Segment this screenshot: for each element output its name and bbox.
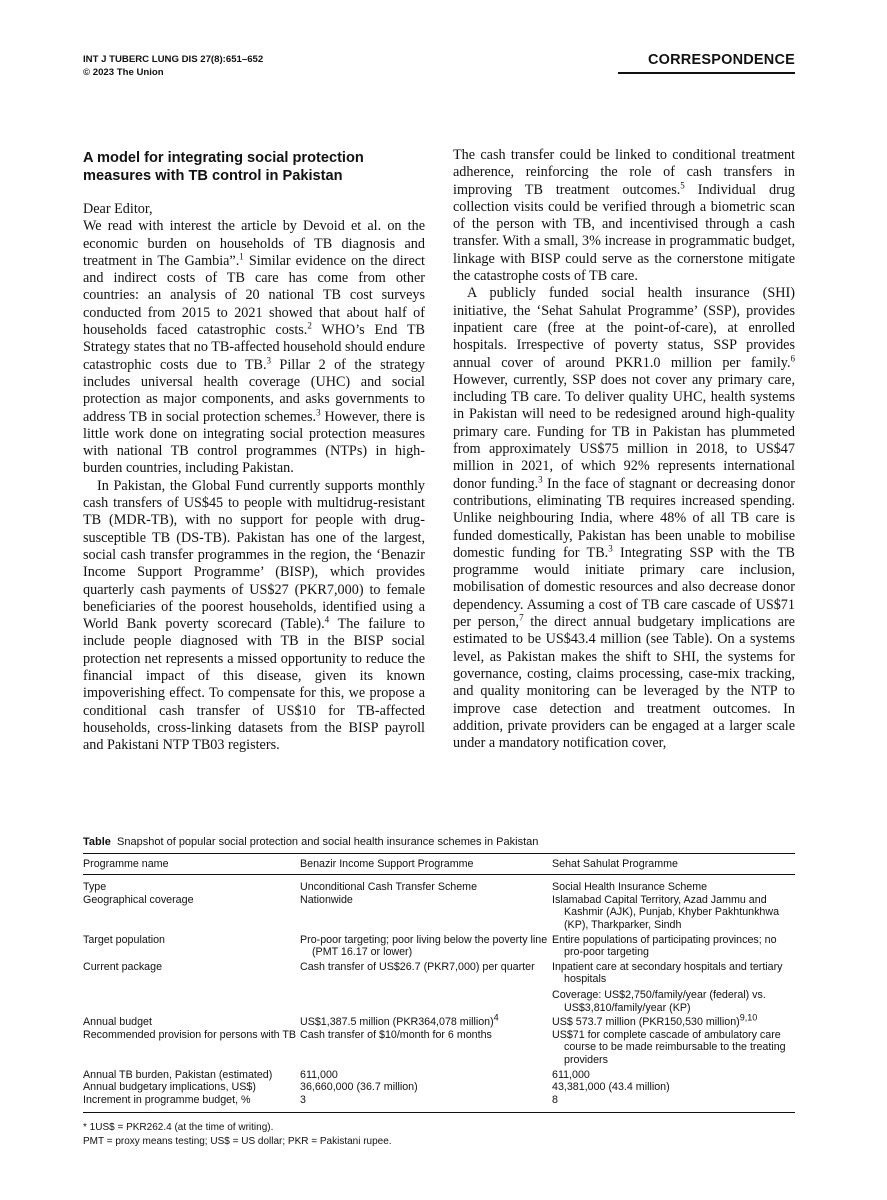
- ssp-cell: Social Health Insurance Scheme: [552, 881, 708, 894]
- text-run: Similar evidence on the direct and indirect costs of TB care has come from other countries: an analysis of 20 national TB cost surveys conducted from 2015 to 2021 showed that about half of households faced catastrophic costs.: [83, 252, 425, 339]
- row-label: Recommended provision for persons with TB: [83, 1028, 297, 1041]
- reference-number: 6: [790, 352, 795, 363]
- reference-number: 3: [316, 406, 321, 417]
- ssp-cell: Islamabad Capital Territory, Azad Jammu and Kashmir (AJK), Punjab, Khyber Pakhtunkhwa (KP), Tharkparker, Sindh: [552, 893, 780, 931]
- table-section: [83, 836, 795, 1149]
- table-row: [83, 1014, 795, 1029]
- ssp-cell: Entire populations of participating provinces; no pro-poor targeting: [552, 933, 777, 959]
- bisp-cell: [300, 1014, 552, 1029]
- table-row: [83, 1067, 795, 1082]
- salutation: Dear Editor,: [83, 201, 153, 217]
- footnote-abbreviations: PMT = proxy means testing; US$ = US dollar; PKR = Pakistani rupee.: [83, 1136, 392, 1148]
- row-label: Annual budget: [83, 1016, 152, 1029]
- text-run: WHO’s End TB Strategy states that no TB-affected household should endure catastrophic costs due to TB.: [83, 322, 425, 373]
- ssp-cell: US$71 for complete cascade of ambulatory care course to be made reimbursable to the treating providers: [552, 1028, 786, 1066]
- bisp-cell: Cash transfer of $10/month for 6 months: [300, 1028, 492, 1041]
- row-label: Annual budgetary implications, US$): [83, 1081, 256, 1094]
- reference-number: 3: [608, 543, 613, 554]
- text-run: The failure to include people diagnosed with TB in the BISP social protection net represents a missed opportunity to reduce the financial impact of this disease, given its known impoverishing effect. To compensate for this, we propose a conditional cash transfer of US$10 for TB-affected households, cross-linking datasets from the BISP payroll and Pakistani NTP TB03 registers.: [83, 616, 425, 754]
- ssp-cell: [552, 1014, 795, 1029]
- table-caption: [83, 836, 795, 849]
- row-label: Increment in programme budget, %: [83, 1093, 251, 1106]
- table-row: [83, 932, 795, 959]
- table-row: [83, 1029, 795, 1067]
- bisp-budget-ref: 4: [493, 1012, 499, 1023]
- left-column: [83, 150, 425, 755]
- right-column: [453, 147, 795, 752]
- bisp-cell: 611,000: [300, 1068, 338, 1081]
- row-label: Current package: [83, 960, 163, 973]
- reference-number: 3: [266, 354, 272, 365]
- table-caption-text: Snapshot of popular social protection and social health insurance schemes in Pakistan: [117, 836, 539, 848]
- row-label: Geographical coverage: [83, 893, 194, 906]
- ssp-cell: [552, 959, 795, 1014]
- ssp-cell: 8: [552, 1093, 558, 1106]
- text-run: However, currently, SSP does not cover any primary care, including TB care. To deliver quality UHC, health systems in Pakistan will need to be redesigned around high-quality primary care. Funding for TB in Pakistan has plummeted from approximately US$75 million in 2018, to US$47 million in 2021, of which 92% represents international donor funding.: [453, 371, 795, 492]
- paragraph-1: [83, 218, 425, 477]
- header-bisp: Benazir Income Support Programme: [300, 857, 474, 870]
- bisp-cell: Pro-poor targeting; poor living below the poverty line (PMT 16.17 or lower): [300, 933, 548, 959]
- paragraph-4: [453, 285, 795, 752]
- bisp-cell: Cash transfer of US$26.7 (PKR7,000) per quarter: [300, 960, 535, 973]
- paragraph-3: [453, 147, 795, 285]
- table-row: [83, 1094, 795, 1113]
- bisp-cell: 36,660,000 (36.7 million): [300, 1081, 418, 1094]
- ssp-budget-ref: 9,10: [739, 1012, 758, 1023]
- ssp-package-text: Inpatient care at secondary hospitals and tertiary hospitals: [552, 960, 783, 986]
- article-title: A model for integrating social protection measures with TB control in Pakistan: [83, 150, 364, 184]
- reference-number: 5: [680, 179, 685, 190]
- row-label: Annual TB burden, Pakistan (estimated): [83, 1068, 273, 1081]
- row-label: Type: [83, 881, 107, 894]
- text-run: We read with interest the article by Devoid et al. on the economic burden on households of TB diagnosis and treatment in The Gambia”.: [83, 218, 425, 269]
- journal-citation: INT J TUBERC LUNG DIS 27(8):651–652: [83, 54, 264, 65]
- table-row: [83, 875, 795, 894]
- text-run: Pillar 2 of the strategy includes universal health coverage (UHC) and social protection as major components, and asks governments to address TB in social protection schemes.: [83, 356, 425, 425]
- schemes-table: [83, 853, 795, 1114]
- reference-number: 7: [519, 612, 524, 623]
- bisp-cell: 3: [300, 1093, 306, 1106]
- bisp-cell: Nationwide: [300, 893, 353, 906]
- paragraph-2: [83, 478, 425, 755]
- reference-number: 1: [239, 251, 244, 262]
- header-ssp: Sehat Sahulat Programme: [552, 857, 678, 870]
- table-row: [83, 1081, 795, 1094]
- copyright-line: © 2023 The Union: [83, 67, 164, 78]
- text-run: In the face of stagnant or decreasing donor contributions, eliminating TB requires increased spending. Unlike neighbouring India, where 48% of all TB care is funded domestically, Pakistan has been unable to mobilise domestic funding for TB.: [453, 475, 795, 561]
- section-label: CORRESPONDENCE: [647, 52, 795, 68]
- text-run: A publicly funded social health insurance (SHI) initiative, the ‘Sehat Sahulat Programme’ (SSP), provides inpatient care (free at the point-of-care), at enrolled hospitals. Irrespective of poverty status, SSP provides annual cover of around PKR1.0 million per family.: [453, 285, 795, 371]
- ssp-coverage-text: Coverage: US$2,750/family/year (federal) vs. US$3,810/family/year (KP): [552, 988, 766, 1014]
- ssp-cell: 611,000: [552, 1068, 590, 1081]
- table-header-row: [83, 853, 795, 875]
- reference-number: 4: [324, 614, 330, 625]
- table-footnotes: [83, 1121, 795, 1149]
- table-row: [83, 894, 795, 932]
- text-run: In Pakistan, the Global Fund currently supports monthly cash transfers of US$45 to people with multidrug-resistant TB (MDR-TB), with no support for people with drug-susceptible TB (DS-TB). Pakistan has one of the largest, social cash transfer programmes in the region, the ‘Benazir Income Support Programme’ (BISP), which provides quarterly cash payments of US$27 (PKR7,000) to female beneficiaries of the poorest households, identified using a World Bank poverty scorecard (Table).: [83, 477, 425, 633]
- text-run: Integrating SSP with the TB programme would initiate primary care inclusion, mobilisation of domestic resources and also decrease donor dependency. Assuming a cost of TB care cascade of US$71 per person,: [453, 544, 795, 631]
- ssp-budget-text: US$ 573.7 million (PKR150,530 million): [552, 1016, 740, 1029]
- text-run: Individual drug collection visits could be verified through a biometric scan of the person with TB, and incentivised through a cash transfer. With a small, 3% increase in programmatic budget, linkage with BISP could serve as the cornerstone mitigate the catastrophe costs of TB care.: [453, 181, 795, 285]
- text-run: The cash transfer could be linked to conditional treatment adherence, reinforcing the role of cash transfers in improving TB treatment outcomes.: [453, 147, 795, 198]
- section-rule: [618, 72, 795, 74]
- reference-number: 2: [307, 320, 312, 331]
- table-row: [83, 959, 795, 1014]
- table-label: Table: [83, 836, 111, 848]
- row-label: Target population: [83, 933, 165, 946]
- reference-number: 3: [538, 473, 543, 484]
- header-programme-name: Programme name: [83, 857, 169, 870]
- bisp-cell: Unconditional Cash Transfer Scheme: [300, 881, 478, 894]
- text-run: However, there is little work done on integrating social protection measures with national TB control programmes (NTPs) in high-burden countries, including Pakistan.: [83, 408, 426, 477]
- ssp-cell: 43,381,000 (43.4 million): [552, 1081, 670, 1094]
- bisp-budget-text: US$1,387.5 million (PKR364,078 million): [300, 1016, 494, 1029]
- text-run: the direct annual budgetary implications are estimated to be US$43.4 million (see Table). On a systems level, as Pakistan makes the shift to SHI, the systems for governance, costing, claims processing, case-mix tracking, and quality monitoring can be leveraged by the NTP to improve case detection and treatment outcomes. In addition, private providers can be engaged at a larger scale under a mandatory notification cover,: [453, 614, 795, 752]
- journal-header: [83, 53, 383, 79]
- footnote-exchange-rate: * 1US$ = PKR262.4 (at the time of writing).: [83, 1122, 274, 1134]
